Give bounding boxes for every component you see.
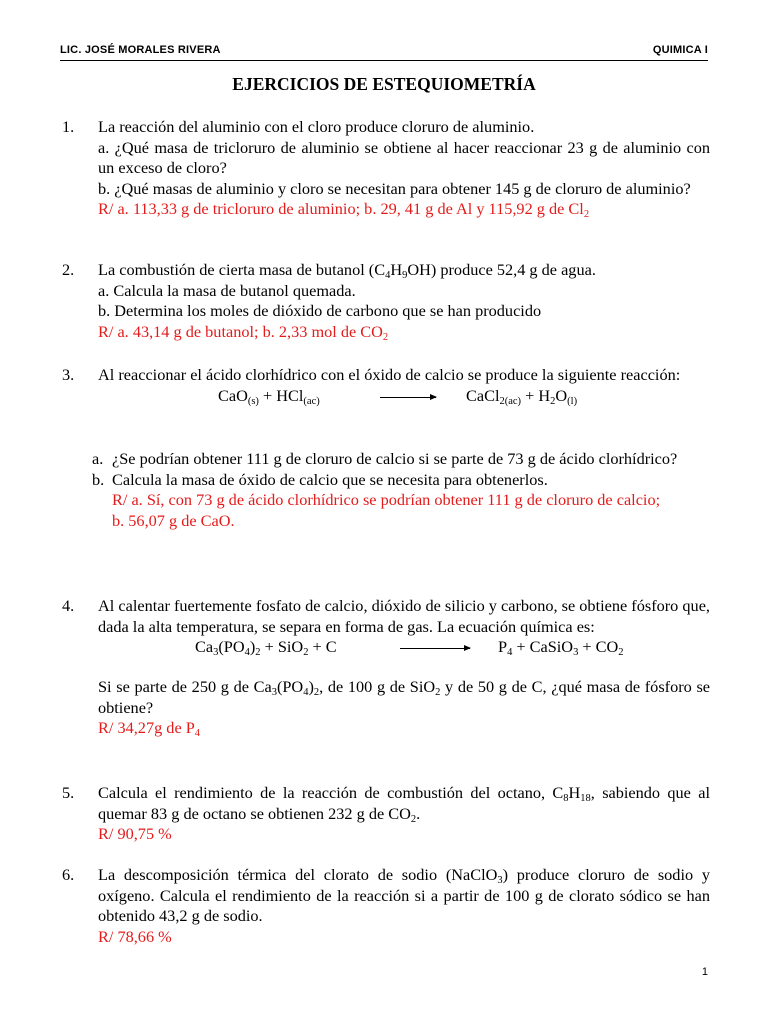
exercise-number: 4. [62, 596, 75, 615]
chemical-equation [98, 386, 710, 408]
answer: R/ a. 113,33 g de tricloruro de aluminio; b. 29, 41 g de Al y 115,92 g de $Cl_2$ [98, 199, 590, 220]
exercise-4 [62, 596, 710, 739]
exercise-statement: La descomposición térmica del clorato de sodio (NaClO$_3$) produce cloruro de sodio y oxígeno. Calcula el rendimiento de la reacción si a partir de 100 g de clorato sódico se han obtenido 43,2 g de sodio. [98, 865, 710, 925]
course-name: QUIMICA I [652, 44, 708, 56]
author-name: LIC. JOSÉ MORALES RIVERA [60, 44, 221, 56]
page-header [60, 44, 708, 56]
document-title: EJERCICIOS DE ESTEQUIOMETRÍA [232, 74, 536, 94]
exercise-statement: Al calentar fuertemente fosfato de calcio, dióxido de silicio y carbono, se obtiene fósforo que, dada la alta temperatura, se separa en forma de gas. La ecuación química es: [98, 596, 710, 636]
exercise-number: 2. [62, 260, 75, 279]
question-a: a. Calcula la masa de butanol quemada. [98, 280, 356, 300]
exercise-statement: Al reaccionar el ácido clorhídrico con el óxido de calcio se produce la siguiente reacción: [98, 365, 681, 384]
answer: R/ 78,66 % [98, 926, 172, 946]
question-b: b. ¿Qué masas de aluminio y cloro se necesitan para obtener 145 g de cloruro de aluminio? [98, 178, 691, 198]
exercise-number: 1. [62, 117, 75, 136]
exercise-1 [62, 117, 710, 220]
exercise-question: Si se parte de 250 g de $Ca_3(PO_4)_2$, de 100 g de SiO$_2$ y de 50 g de C, ¿qué masa de fósforo se obtiene? [98, 677, 711, 717]
answer: R/ 34,27g de $P_4$ [98, 718, 201, 739]
exercise-number: 3. [62, 365, 75, 384]
exercise-5 [62, 783, 710, 845]
equation-products: $P_4$ + CaSiO$_3$ + $CO_2$ [498, 637, 624, 658]
answer: R/ a. 43,14 g de butanol; b. 2,33 mol de $CO_2$ [98, 321, 389, 343]
exercise-number: 6. [62, 865, 75, 884]
header-rule [60, 60, 708, 61]
reaction-arrow [400, 648, 470, 649]
question-b: b. Calcula la masa de óxido de calcio que se necesita para obtenerlos. [92, 469, 548, 489]
reaction-arrow [380, 397, 436, 398]
exercise-3-questions [92, 449, 710, 531]
exercise-6 [62, 865, 710, 947]
question-a: a. ¿Se podrían obtener 111 g de cloruro de calcio si se parte de 73 g de ácido clorhídrico? [92, 449, 678, 468]
answer: R/ 90,75 % [98, 824, 172, 843]
equation-reactants: $Ca_3(PO_4)_2 + SiO_2 + C$ [195, 637, 337, 658]
exercise-3 [62, 365, 710, 408]
equation-products: CaCl$_{2(ac)}$ + $H_2O_{(l)}$ [466, 385, 578, 407]
question-a: a. ¿Qué masa de tricloruro de aluminio se obtiene al hacer reaccionar 23 g de aluminio con un exceso de cloro? [98, 137, 710, 177]
exercise-statement: La reacción del aluminio con el cloro produce cloruro de aluminio. [98, 117, 535, 136]
exercise-number: 5. [62, 783, 75, 802]
answer: R/ a. Sí, con 73 g de ácido clorhídrico se podrían obtener 111 g de cloruro de calcio; b. 56,07 g de CaO. [112, 490, 661, 530]
exercise-statement: Calcula el rendimiento de la reacción de combustión del octano, $C_8H_{18}$, sabiendo que al quemar 83 g de octano se obtienen 232 g de $CO_2$. [98, 783, 710, 825]
equation-reactants: CaO$_{(s)}$ + HCl$_{(ac)}$ [218, 385, 320, 407]
exercise-statement: La combustión de cierta masa de butanol $(C_4H_9OH)$ produce 52,4 g de agua. [98, 260, 596, 281]
page-number: 1 [701, 966, 708, 978]
question-b: b. Determina los moles de dióxido de carbono que se han producido [98, 301, 542, 320]
exercise-2 [62, 260, 710, 342]
chemical-equation [98, 637, 710, 659]
